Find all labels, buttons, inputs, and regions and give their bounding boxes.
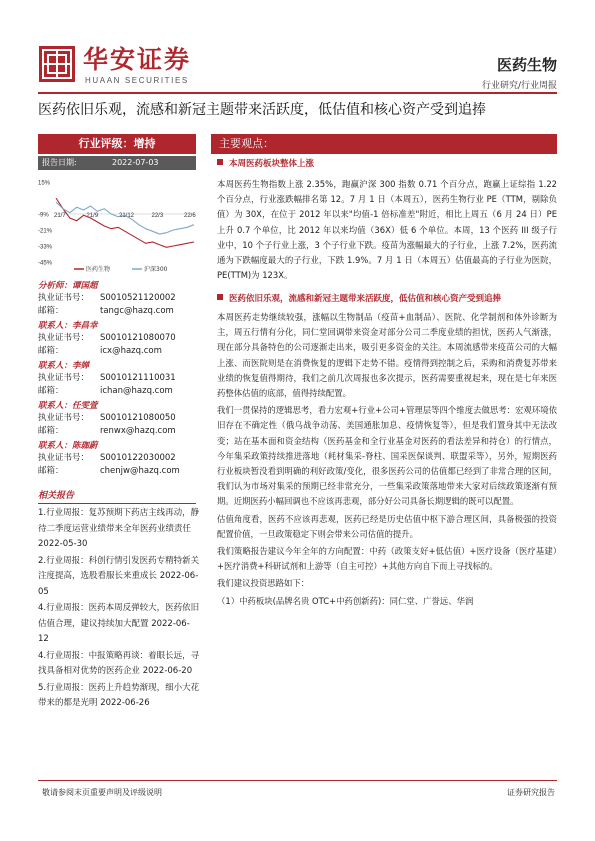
section-heading: 医药依旧乐观，流感和新冠主题带来活跃度，低估值和核心资产受到追捧 — [217, 293, 557, 306]
y-tick-label: -21% — [38, 228, 53, 235]
contact-name: 联系人：李昌幸 — [38, 321, 98, 331]
related-reports-list — [38, 506, 200, 713]
email-link[interactable]: renwx@hazq.com — [100, 426, 176, 436]
brand-name-en: HUAAN SECURITIES — [85, 76, 189, 85]
cert-number: S0010121080070 — [100, 333, 176, 343]
report-type: 行业研究/行业周报 — [481, 81, 557, 91]
cert-line — [38, 412, 198, 425]
email-label: 邮箱： — [38, 346, 64, 356]
industry-title: 医药生物 — [496, 56, 557, 74]
email-line — [38, 305, 198, 318]
legend-label: 医药生物 — [86, 266, 111, 273]
y-tick-label: 15% — [38, 180, 51, 187]
email-link[interactable]: ichan@hazq.com — [100, 386, 173, 396]
series-line — [56, 198, 194, 247]
email-line — [38, 385, 198, 398]
section-paragraph: 我们建议投资思路如下： — [217, 578, 310, 589]
email-link[interactable]: icx@hazq.com — [100, 346, 162, 356]
disclaimer-note: 敬请参阅末页重要声明及评级说明 — [42, 788, 162, 797]
contact-name: 联系人：李婵 — [38, 361, 90, 371]
related-report-item[interactable]: 1.行业周报：复苏预期下药店主线再动，静待二季度运营业绩带来全年医药业绩责任 2022-05-30 — [38, 508, 200, 549]
contact-block — [38, 280, 198, 318]
key-points-title: 主要观点： — [211, 134, 557, 154]
email-label: 邮箱： — [38, 466, 64, 476]
cert-number: S0010122030002 — [100, 453, 176, 463]
report-date-row — [38, 156, 196, 170]
cert-line — [38, 292, 198, 305]
email-line — [38, 465, 198, 478]
section-2 — [217, 293, 557, 609]
industry-rating: 行业评级：增持 — [38, 134, 196, 154]
section-paragraph: 本周医药走势继续较强，涨幅以生物制品（疫苗+血制品）、医院、化学制剂和体外诊断为主，周五行情有分化，同仁堂回调带来资金对部分公司二季度业绩的担忧，医药人气渐涨，现在部分具备特色的公司逐渐走出来，吸引更多资金的关注。本周流感带来疫苗公司的大幅上涨、而医院则是在消费恢复的逻辑下走势不错。疫情得到控制之后，采购和消费复苏带来业绩的恢复值得期待，我们之前几次周报也多次提示，医药需要重视起来，现在是七年来医药整体估值的底部，值得持续配置。 — [217, 312, 557, 399]
contact-block — [38, 360, 198, 398]
related-report-item[interactable]: 5.行业周报：医药上升趋势渐现，细小大花带来的都是光明 2022-06-26 — [38, 682, 200, 708]
related-reports-title: 相关报告 — [38, 489, 196, 504]
cert-label: 执业证书号： — [38, 333, 90, 343]
x-tick-label: 21/12 — [119, 213, 135, 219]
report-title: 医药依旧乐观，流感和新冠主题带来活跃度，低估值和核心资产受到追捧 — [38, 102, 486, 118]
email-label: 邮箱： — [38, 306, 64, 316]
legend-label: 沪深300 — [144, 266, 168, 273]
cert-number: S0010521120002 — [100, 293, 176, 303]
contact-name: 联系人：陈珈蔚 — [38, 441, 98, 451]
contact-name: 联系人：任雯萱 — [38, 401, 98, 411]
brand-name-cn: 华安证券 — [83, 45, 192, 74]
email-line — [38, 425, 198, 438]
report-date-value: 2022-07-03 — [112, 158, 159, 167]
x-tick-label: 21/7 — [54, 213, 66, 219]
cert-number: S0010121110031 — [100, 373, 176, 383]
x-tick-label: 22/6 — [184, 213, 196, 219]
section-paragraph: 我们策略报告建议今年全年的方向配置：中药（政策支好+低估值）+医疗设备（医疗基建）+医疗消费+科研试剂和上游等（自主可控）+其他方向自下而上寻找标的。 — [217, 546, 557, 572]
footer-divider — [38, 780, 557, 781]
cert-line — [38, 452, 198, 465]
huaan-logo-icon — [38, 45, 76, 83]
email-line — [38, 345, 198, 358]
related-report-item[interactable]: 4.行业周报：中报策略再谈：着眼长远，寻找具备相对优势的医药企业 2022-06-20 — [38, 650, 200, 676]
section-heading: 本周医药板块整体上涨 — [217, 158, 557, 171]
related-report-item[interactable]: 4.行业周报：医药本周反弹较大，医药依旧估值合理，建议持续加大配置 2022-06-12 — [38, 603, 200, 644]
section-1 — [217, 158, 557, 283]
cert-label: 执业证书号： — [38, 373, 90, 383]
cert-line — [38, 332, 198, 345]
x-tick-label: 21/9 — [86, 213, 99, 219]
section-paragraph: （1）中药板块(品牌名贵 OTC+中药创新药)：同仁堂、广誉远、华润 — [217, 595, 474, 606]
report-category: 证券研究报告 — [507, 788, 555, 797]
y-tick-label: -45% — [38, 260, 53, 267]
cert-line — [38, 372, 198, 385]
y-tick-label: -33% — [38, 244, 53, 251]
header-divider — [38, 92, 557, 94]
x-tick-label: 22/3 — [151, 213, 164, 219]
contact-block — [38, 400, 198, 438]
email-label: 邮箱： — [38, 386, 64, 396]
email-label: 邮箱： — [38, 426, 64, 436]
cert-label: 执业证书号： — [38, 453, 90, 463]
report-date-label: 报告日期: — [42, 158, 77, 167]
y-tick-label: -9% — [38, 212, 49, 219]
contact-name: 分析师：谭国超 — [38, 281, 98, 291]
related-report-item[interactable]: 2.行业周报：科创行情引发医药专精特新关注度提高，选股看服长来重成长 2022-06-05 — [38, 555, 200, 597]
performance-chart — [36, 174, 198, 278]
section-paragraph: 我们一贯保持的逻辑思考，看力宏观+行业+公司+管理层等四个维度去做思考：宏观环境依旧存在不确定性（俄乌战争动荡、美国通胀加息、疫情恢复等），但是我们置身其中无法改变；站在基本面和资金结构（医药基金和全行业基金对医药的看法差异和持仓）的行情点，今年集采政策持续推进落地（耗材集采-脊柱、国采医保谈判、联盟采等），另外，短期医药行业板块暂没看到明确的利好政策/变化，很多医药公司的估值都已经到了非常合理的区间，我们认为市场对集采的预期已经非常充分，一些集采政策落地带来大家对后续政策逐渐有预期。近期医药小幅回调也不应该再悲观，部分好公司具备长期逻辑的既可以配置。 — [217, 405, 557, 507]
contact-block — [38, 440, 198, 478]
section-paragraph: 估值角度看，医药不应该再悲观，医药已经是历史估值中枢下游合理区间，具备极强的投资配置价值，一旦政策稳定下则会带来公司估值的提升。 — [217, 513, 557, 539]
email-link[interactable]: chenjw@hazq.com — [100, 466, 180, 476]
contact-block — [38, 320, 198, 358]
section-paragraph: 本周医药生物指数上涨 2.35%，跑赢沪深 300 指数 0.71 个百分点，跑赢上证综指 1.22 个百分点，行业涨跌幅排名第 12。7 月 1 日（本周五），医药生物行业 PE（TTM，剔除负值）为 30X，在位于 2012 年以来"均值-1 倍标准差"附近，相比上周五（6 月 24 日）PE 上升 0.7 个单位，比 2012 年以来均值（36X）低 6 个单位。本周，13 个医药 III 级子行业中，10 个子行业上涨，3 个子行业下跌。疫苗为涨幅最大的子行业，上涨 7.2%，医药流通为下跌幅度最大的子行业，下跌 1.9%。7 月 1 日（本周五）估值最高的子行业为医院，PE(TTM)为 123X。 — [217, 179, 557, 281]
cert-label: 执业证书号： — [38, 413, 90, 423]
analyst-contacts — [38, 280, 198, 480]
bullet-square-icon — [217, 159, 223, 165]
cert-number: S0010121080050 — [100, 413, 176, 423]
bullet-square-icon — [217, 294, 223, 300]
email-link[interactable]: tangc@hazq.com — [100, 306, 174, 316]
cert-label: 执业证书号： — [38, 293, 90, 303]
